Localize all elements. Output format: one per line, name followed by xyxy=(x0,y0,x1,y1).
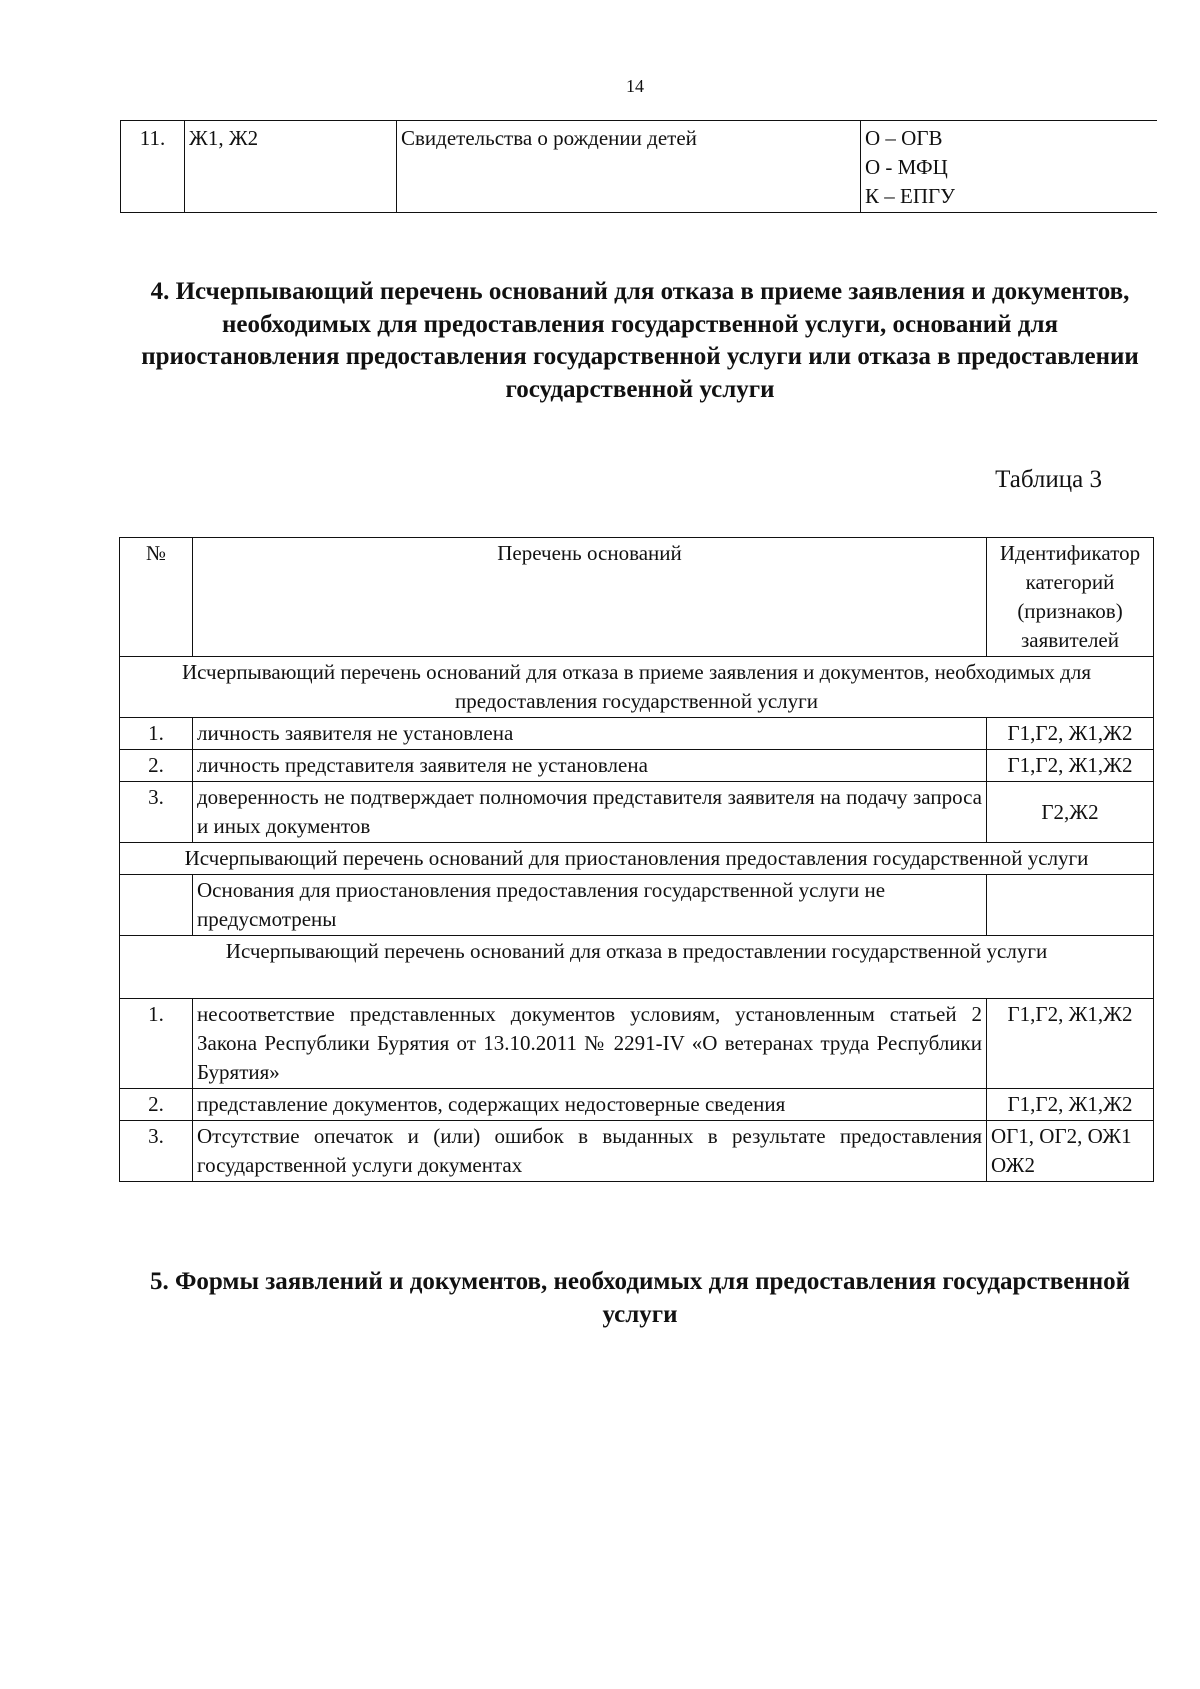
header-ident: Идентификатор категорий (признаков) заявителей xyxy=(987,538,1154,657)
row-number: 2. xyxy=(120,1089,193,1121)
section-5-title: 5. Формы заявлений и документов, необходимых для предоставления государственной услуги xyxy=(149,1268,1131,1328)
applicant-ids: Г1,Г2, Ж1,Ж2 xyxy=(987,1089,1154,1121)
previous-table-continuation xyxy=(120,120,1157,213)
row-number xyxy=(120,875,193,936)
reason-text: личность представителя заявителя не установлена xyxy=(193,750,987,782)
reason-text: доверенность не подтверждает полномочия представителя заявителя на подачу запроса и иных документов xyxy=(193,782,987,843)
reason-text: несоответствие представленных документов условиям, установленным статьей 2 Закона Республики Бурятия от 13.10.2011 № 2291-IV «О ветеранах труда Республики Бурятия» xyxy=(193,999,987,1089)
table-row xyxy=(120,1089,1154,1121)
table-caption: Таблица 3 xyxy=(995,466,1102,493)
reason-text: Основания для приостановления предоставления государственной услуги не предусмотрены xyxy=(193,875,987,936)
table-row xyxy=(120,875,1154,936)
reason-text: Отсутствие опечаток и (или) ошибок в выданных в результате предоставления государственной услуги документах xyxy=(193,1121,987,1182)
table-row xyxy=(120,750,1154,782)
table-row xyxy=(120,1121,1154,1182)
applicant-ids: Г1,Г2, Ж1,Ж2 xyxy=(987,750,1154,782)
applicant-ids: Г2,Ж2 xyxy=(987,782,1154,843)
channel-line: О - МФЦ xyxy=(865,155,948,179)
document-name: Свидетельства о рождении детей xyxy=(397,121,861,213)
group-title: Исчерпывающий перечень оснований для отказа в предоставлении государственной услуги xyxy=(120,936,1154,999)
applicant-ids: Г1,Г2, Ж1,Ж2 xyxy=(987,999,1154,1089)
page-number: 14 xyxy=(626,76,644,96)
applicant-ids xyxy=(987,875,1154,936)
row-number: 3. xyxy=(120,782,193,843)
reason-text: представление документов, содержащих недостоверные сведения xyxy=(193,1089,987,1121)
group-row xyxy=(120,843,1154,875)
table-row xyxy=(121,121,1157,213)
section-4-title: 4. Исчерпывающий перечень оснований для отказа в приеме заявления и документов, необходимых для предоставления государственной услуги, оснований для приостановления предоставления государственной услуги или отказа в предоставлении государственной услуги xyxy=(141,278,1139,403)
group-row xyxy=(120,936,1154,999)
header-num: № xyxy=(120,538,193,657)
group-title: Исчерпывающий перечень оснований для отказа в приеме заявления и документов, необходимых для предоставления государственной услуги xyxy=(120,657,1154,718)
channel-line: К – ЕПГУ xyxy=(865,184,956,208)
applicant-ids: ОГ1, ОГ2, ОЖ1 ОЖ2 xyxy=(987,1121,1154,1182)
reason-text: личность заявителя не установлена xyxy=(193,718,987,750)
table-3 xyxy=(119,537,1154,1182)
applicant-ids: Г1,Г2, Ж1,Ж2 xyxy=(987,718,1154,750)
applicant-ids: Ж1, Ж2 xyxy=(185,121,397,213)
channels-cell xyxy=(861,121,1157,213)
row-number: 3. xyxy=(120,1121,193,1182)
table-row xyxy=(120,718,1154,750)
row-number: 11. xyxy=(121,121,185,213)
header-row xyxy=(120,538,1154,657)
group-row xyxy=(120,657,1154,718)
table-row xyxy=(120,999,1154,1089)
row-number: 1. xyxy=(120,718,193,750)
row-number: 2. xyxy=(120,750,193,782)
channel-line: О – ОГВ xyxy=(865,126,943,150)
header-reasons: Перечень оснований xyxy=(193,538,987,657)
row-number: 1. xyxy=(120,999,193,1089)
group-title: Исчерпывающий перечень оснований для приостановления предоставления государственной услуги xyxy=(120,843,1154,875)
table-row xyxy=(120,782,1154,843)
